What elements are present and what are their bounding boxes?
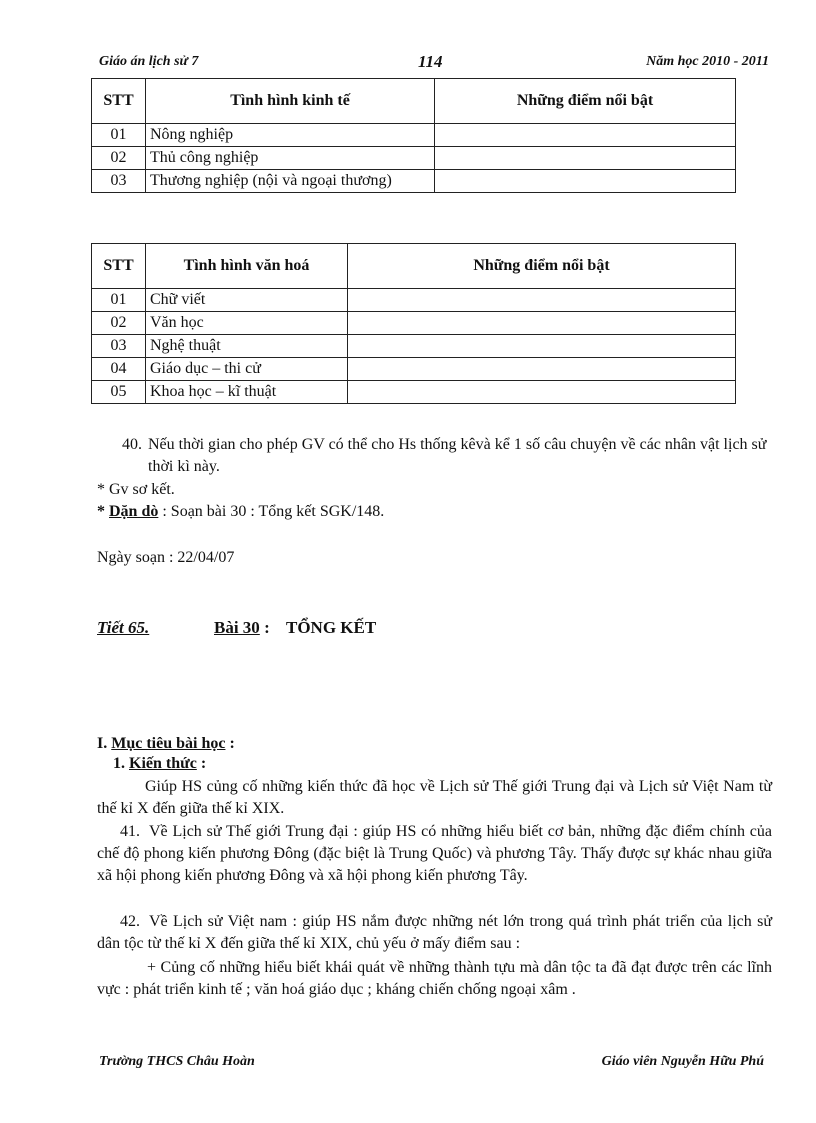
page-number: 114 — [418, 52, 443, 71]
table-row — [92, 335, 736, 358]
table-cell-stt: 05 — [92, 381, 146, 404]
table-cell-stt: 03 — [92, 335, 146, 358]
table-row — [92, 170, 736, 193]
table-cell: Giáo dục – thi cử — [146, 358, 348, 381]
section-heading — [97, 733, 235, 755]
column-header: Những điểm nổi bật — [435, 79, 736, 124]
table-cell — [435, 170, 736, 193]
table-cell: Thủ công nghiệp — [146, 147, 435, 170]
table-cell: Nông nghiệp — [146, 124, 435, 147]
economy-table — [91, 78, 736, 193]
table-row — [92, 124, 736, 147]
item-41-text: Về Lịch sử Thế giới Trung đại : giúp HS có những hiểu biết cơ bản, những đặc điểm chính của chế độ phong kiến phương Đông (đặc biệt là Trung Quốc) và phương Tây. Thấy được sự khác nhau giữa xã hội phong kiến phương Đông và xã hội phong kiến phương Tây. — [97, 823, 772, 884]
item-number: 41. — [120, 823, 140, 840]
table-row — [92, 312, 736, 335]
table-header-row — [92, 79, 736, 124]
table-cell — [435, 124, 736, 147]
table-cell — [348, 358, 736, 381]
column-header: Tình hình văn hoá — [146, 244, 348, 289]
table-cell — [348, 312, 736, 335]
subsection-heading — [113, 753, 206, 775]
header-school-year: Năm học 2010 - 2011 — [646, 54, 769, 69]
table-row — [92, 289, 736, 312]
table-row — [92, 381, 736, 404]
table-cell — [348, 289, 736, 312]
table-cell: Chữ viết — [146, 289, 348, 312]
item-number: 40. — [122, 436, 142, 453]
header-subject: Giáo án lịch sử 7 — [99, 54, 199, 69]
table-cell: Văn học — [146, 312, 348, 335]
lesson-number: Bài 30 — [214, 618, 260, 637]
column-header: STT — [92, 244, 146, 289]
table-cell-stt: 01 — [92, 289, 146, 312]
period-number: Tiết 65. — [97, 618, 150, 637]
subsection-colon: : — [200, 755, 207, 772]
prep-date: Ngày soạn : 22/04/07 — [97, 549, 235, 566]
table-row — [92, 147, 736, 170]
subsection-title: Kiến thức — [129, 755, 197, 772]
table-cell — [348, 381, 736, 404]
table-cell-stt: 03 — [92, 170, 146, 193]
section-number: I. — [97, 735, 108, 752]
homework-text: : Soạn bài 30 : Tổng kết SGK/148. — [162, 503, 385, 520]
section-colon: : — [229, 735, 235, 752]
item-42-text: Về Lịch sử Việt nam : giúp HS nắm được những nét lớn trong quá trình phát triển của lịch sử dân tộc từ thế kỉ X đến giữa thế kỉ XIX, chủ yếu ở mấy điểm sau : — [97, 913, 772, 952]
item-number: 42. — [120, 913, 140, 930]
table-cell — [348, 335, 736, 358]
lesson-name: TỔNG KẾT — [285, 618, 377, 637]
gv-summary: * Gv sơ kết. — [97, 481, 175, 498]
homework-line — [97, 501, 384, 523]
paragraph-intro: Giúp HS củng cố những kiến thức đã học về Lịch sử Thế giới Trung đại và Lịch sử Việt Nam từ thế kỉ X đến giữa thế kỉ XIX. — [97, 778, 772, 817]
culture-table — [91, 243, 736, 404]
table-cell: Khoa học – kĩ thuật — [146, 381, 348, 404]
lesson-colon: : — [264, 618, 270, 637]
lesson-title — [214, 617, 376, 639]
homework-star: * — [97, 503, 105, 520]
footer-school: Trường THCS Châu Hoàn — [99, 1054, 255, 1069]
footer-teacher: Giáo viên Nguyễn Hữu Phú — [601, 1054, 764, 1069]
table-cell-stt: 02 — [92, 312, 146, 335]
column-header: STT — [92, 79, 146, 124]
table-cell: Thương nghiệp (nội và ngoại thương) — [146, 170, 435, 193]
table-cell — [435, 147, 736, 170]
column-header: Những điểm nổi bật — [348, 244, 736, 289]
item-40-text: Nếu thời gian cho phép GV có thể cho Hs thống kêvà kể 1 số câu chuyện về các nhân vật lịch sử thời kì này. — [148, 436, 767, 475]
table-cell-stt: 01 — [92, 124, 146, 147]
column-header: Tình hình kinh tế — [146, 79, 435, 124]
bullet-paragraph: + Củng cố những hiểu biết khái quát về những thành tựu mà dân tộc ta đã đạt được trên các lĩnh vực : phát triển kinh tế ; văn hoá giáo dục ; kháng chiến chống ngoại xâm . — [97, 959, 772, 998]
subsection-number: 1. — [113, 755, 125, 772]
homework-label: Dặn dò — [109, 503, 159, 520]
table-row — [92, 358, 736, 381]
section-title: Mục tiêu bài học — [111, 735, 226, 752]
table-cell: Nghệ thuật — [146, 335, 348, 358]
table-header-row — [92, 244, 736, 289]
table-cell-stt: 04 — [92, 358, 146, 381]
table-cell-stt: 02 — [92, 147, 146, 170]
